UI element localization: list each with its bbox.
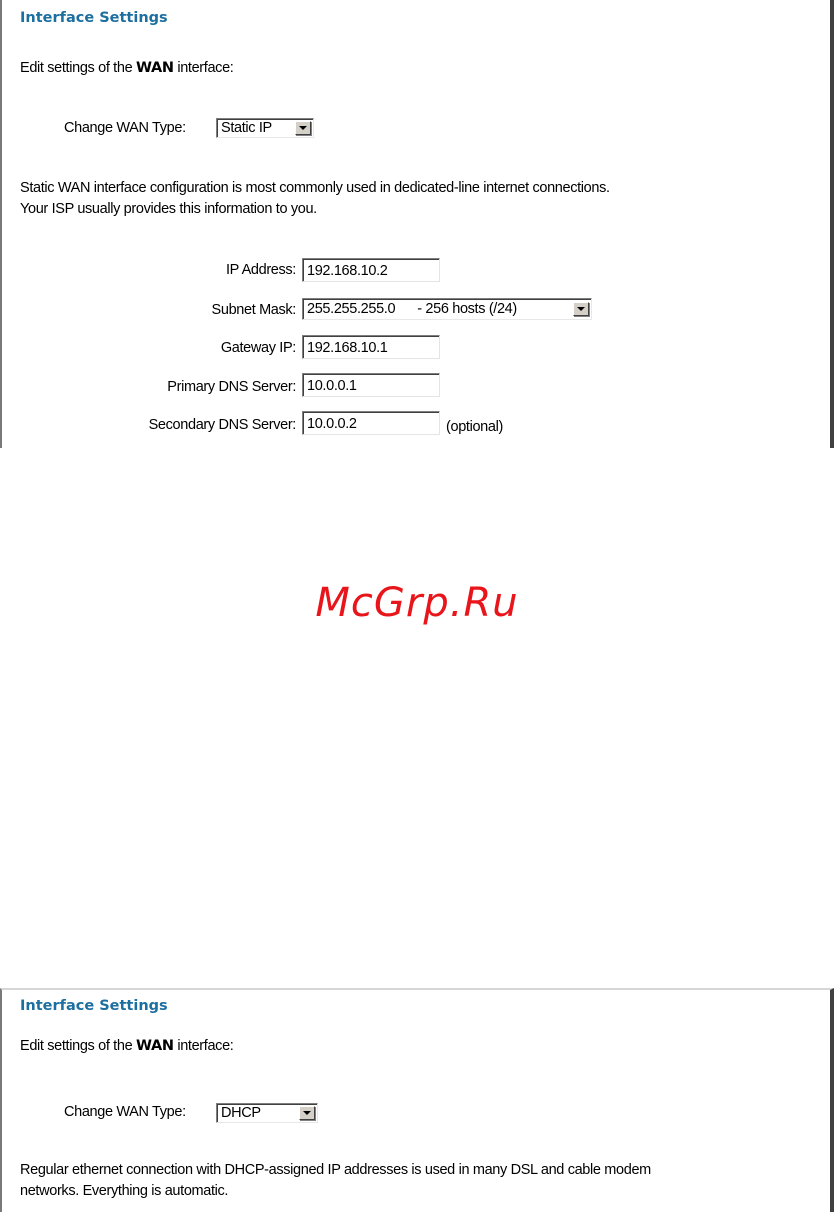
watermark-text: McGrp.Ru [315, 580, 519, 626]
wan-type-select[interactable] [216, 118, 314, 138]
dropdown-arrow-icon[interactable] [573, 302, 589, 316]
gateway-ip-label: Gateway IP: [220, 340, 296, 356]
description-line-1: Regular ethernet connection with DHCP-assigned IP addresses is used in many DSL and cable modem [20, 1162, 651, 1178]
description-line-1: Static WAN interface configuration is most commonly used in dedicated-line internet connections. [20, 180, 610, 196]
ip-address-input[interactable] [302, 258, 440, 282]
gateway-ip-input[interactable] [302, 335, 440, 359]
ip-address-label: IP Address: [225, 262, 296, 278]
dhcp-wan-panel [0, 988, 834, 1212]
secondary-dns-input[interactable] [302, 411, 440, 435]
optional-note: (optional) [446, 419, 503, 435]
section-title: Interface Settings [20, 998, 168, 1014]
subnet-mask-value: 255.255.255.0 - 256 hosts (/24) [307, 301, 517, 317]
wan-type-value: Static IP [221, 120, 272, 136]
wan-type-label: Change WAN Type: [64, 1104, 186, 1120]
description-line-2: networks. Everything is automatic. [20, 1183, 229, 1199]
wan-type-value: DHCP [221, 1105, 261, 1121]
secondary-dns-label: Secondary DNS Server: [148, 417, 296, 433]
section-title: Interface Settings [20, 10, 168, 26]
dropdown-arrow-icon[interactable] [299, 1106, 315, 1120]
intro-text: Edit settings of the WAN interface: [20, 1038, 234, 1054]
wan-type-select[interactable] [216, 1103, 318, 1123]
dropdown-arrow-icon[interactable] [295, 121, 311, 135]
primary-dns-label: Primary DNS Server: [167, 379, 296, 395]
subnet-mask-label: Subnet Mask: [211, 302, 296, 318]
intro-text: Edit settings of the WAN interface: [20, 60, 234, 76]
wan-type-label: Change WAN Type: [64, 120, 186, 136]
static-wan-panel [0, 0, 834, 448]
primary-dns-input[interactable] [302, 373, 440, 397]
description-line-2: Your ISP usually provides this information to you. [20, 201, 317, 217]
subnet-mask-select[interactable] [302, 298, 592, 320]
